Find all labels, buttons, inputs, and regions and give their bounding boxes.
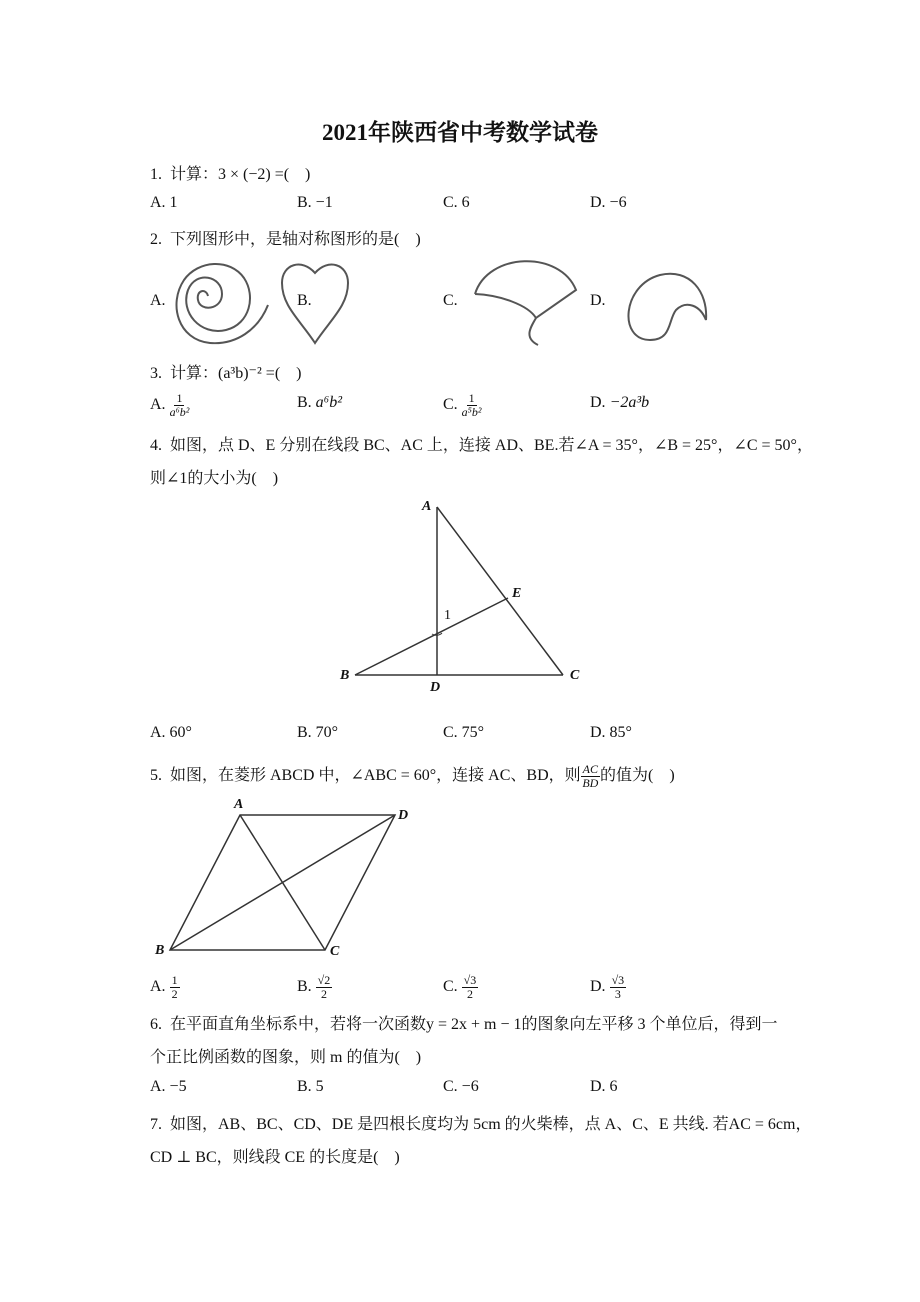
point-label-d: D: [398, 808, 409, 823]
question-4-line2: 则∠1的大小为( ): [150, 470, 279, 487]
question-text: 如图，在菱形 ABCD 中，∠ABC = 60°，连接 AC、BD，则: [170, 767, 581, 784]
option-c: C. −6: [443, 1078, 479, 1095]
question-text: 在平面直角坐标系中，若将一次函数y = 2x + m − 1的图象向左平移 3 个单位后，得到一: [170, 1016, 778, 1033]
spiral-icon: [176, 264, 268, 343]
option-b: [297, 394, 342, 412]
question-number: 1.: [150, 166, 162, 183]
numerator: √2: [317, 973, 331, 987]
question-text: 如图，点 D、E 分别在线段 BC、AC 上，连接 AD、BE.若∠A = 35°，∠B = 25°，∠C = 50°，: [170, 437, 813, 454]
option-label: B.: [297, 394, 312, 411]
option-c: C. 75°: [443, 724, 485, 741]
option-b: B. −1: [297, 194, 333, 211]
option-a: A. 1: [150, 194, 178, 211]
fraction: [170, 392, 190, 419]
numerator: 1: [468, 391, 475, 405]
option-text: −2a³b: [609, 394, 650, 411]
option-a: A. 60°: [150, 724, 192, 741]
point-label-c: C: [330, 944, 340, 959]
question-number: 3.: [150, 365, 162, 382]
question-number: 4.: [150, 437, 162, 454]
question-4: [150, 432, 813, 455]
question-6-line2: 个正比例函数的图象，则 m 的值为( ): [150, 1049, 422, 1066]
denominator: 2: [466, 987, 473, 1001]
ginkgo-leaf-icon: [475, 261, 576, 345]
question-7: [150, 1111, 811, 1134]
option-label: A.: [150, 978, 166, 996]
question-number: 2.: [150, 231, 162, 248]
question-text: 下列图形中，是轴对称图形的是( ): [170, 231, 421, 248]
question-text: 计算：(a³b)⁻² =( ): [170, 365, 302, 382]
point-label-c: C: [570, 668, 580, 683]
denominator: a⁶b²: [169, 405, 190, 419]
point-label-e: E: [512, 586, 522, 601]
point-label-a: A: [234, 797, 244, 812]
heart-icon: [282, 265, 348, 343]
fraction: [170, 974, 180, 1001]
option-c: C. 6: [443, 194, 470, 211]
option-c: C.: [443, 292, 458, 309]
fraction: [581, 763, 600, 790]
option-b: [297, 974, 332, 1001]
triangle-figure: [355, 507, 563, 675]
option-d: [590, 974, 626, 1001]
option-c: [443, 974, 478, 1001]
option-label: D.: [590, 394, 606, 411]
angle-label-1: 1: [444, 608, 451, 623]
option-label: C.: [443, 978, 458, 996]
option-c: [443, 392, 481, 419]
question-5: [150, 762, 675, 790]
question-number: 6.: [150, 1016, 162, 1033]
question-7-line2: CD ⊥ BC，则线段 CE 的长度是( ): [150, 1149, 400, 1166]
point-label-b: B: [155, 943, 165, 958]
rhombus-figure: [170, 815, 395, 950]
denominator: 2: [320, 987, 327, 1001]
option-a: A. −5: [150, 1078, 187, 1095]
question-number: 7.: [150, 1116, 162, 1133]
point-label-d: D: [430, 680, 441, 695]
option-label: B.: [297, 978, 312, 996]
option-a: [150, 392, 189, 419]
option-b: B.: [297, 292, 312, 309]
option-b: B. 70°: [297, 724, 339, 741]
point-label-b: B: [340, 668, 350, 683]
point-label-a: A: [422, 499, 432, 514]
denominator: 3: [614, 987, 621, 1001]
option-label: A.: [150, 396, 166, 414]
option-a: A.: [150, 292, 166, 309]
question-text: 计算：3 × (−2) =( ): [170, 166, 311, 183]
question-3: [150, 360, 301, 383]
page-title: 2021年陕西省中考数学试卷: [322, 120, 598, 145]
option-d: D. 85°: [590, 724, 632, 741]
curl-shape-icon: [628, 274, 706, 340]
option-d: [590, 394, 649, 412]
option-d: D.: [590, 292, 606, 309]
question-text-after: 的值为( ): [599, 767, 675, 784]
option-text: a⁶b²: [315, 394, 343, 411]
question-number: 5.: [150, 767, 162, 784]
fraction: [462, 974, 479, 1001]
numerator: 1: [171, 973, 178, 987]
numerator: √3: [463, 973, 477, 987]
fraction: [610, 974, 627, 1001]
question-6: [150, 1011, 778, 1034]
denominator: 2: [171, 987, 178, 1001]
option-d: D. 6: [590, 1078, 618, 1095]
option-a: [150, 974, 180, 1001]
question-text: 如图，AB、BC、CD、DE 是四根长度均为 5cm 的火柴棒，点 A、C、E 共线. 若AC = 6cm，: [170, 1116, 812, 1133]
denominator: BD: [582, 775, 599, 790]
numerator: 1: [176, 391, 183, 405]
fraction: [316, 974, 333, 1001]
fraction: [462, 392, 482, 419]
option-d: D. −6: [590, 194, 627, 211]
denominator: a⁵b²: [461, 405, 482, 419]
option-label: D.: [590, 978, 606, 996]
numerator: AC: [582, 761, 598, 776]
option-label: C.: [443, 396, 458, 414]
option-b: B. 5: [297, 1078, 324, 1095]
numerator: √3: [611, 973, 625, 987]
